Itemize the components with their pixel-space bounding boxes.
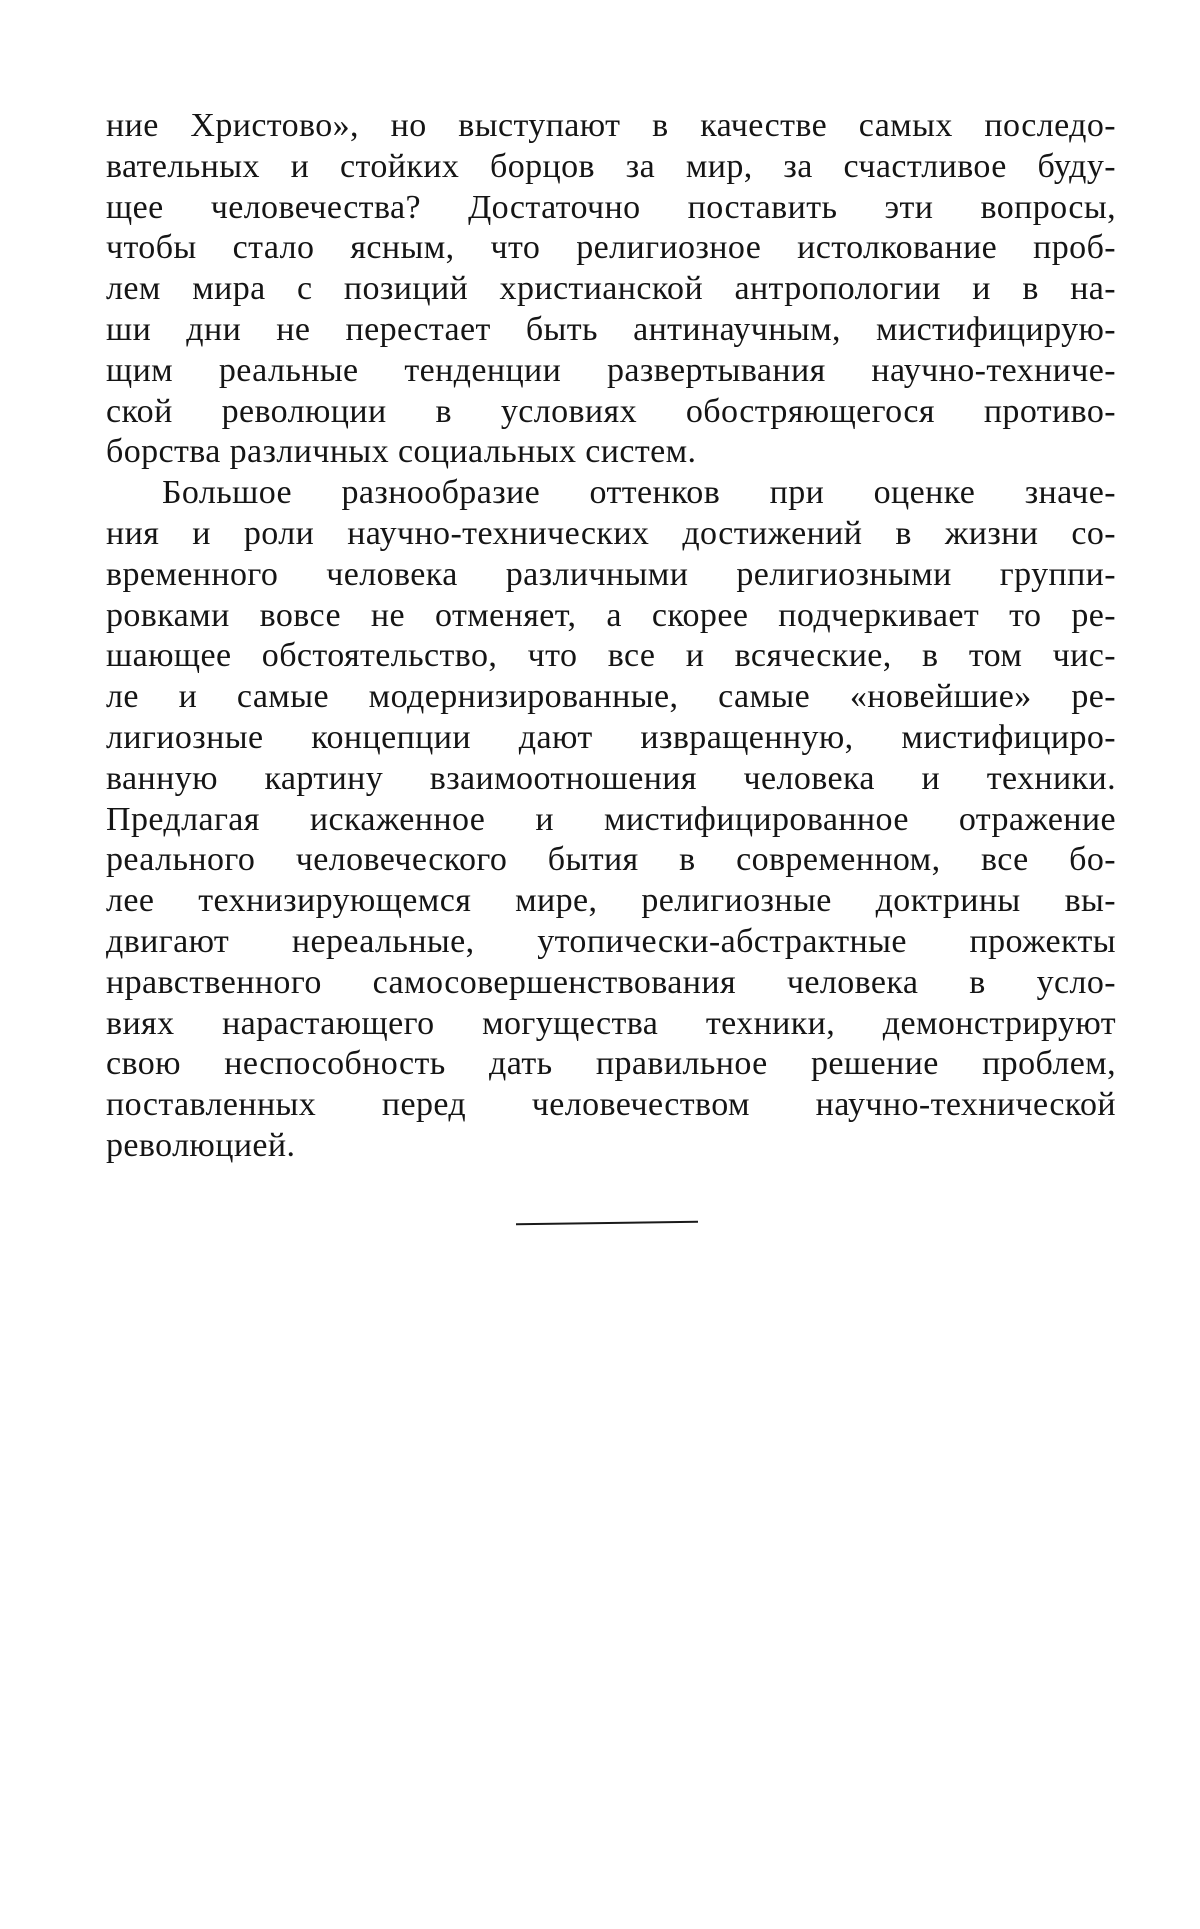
text-line: лее технизирующемся мире, религиозные доктрины вы- <box>106 882 1116 920</box>
text-line: щим реальные тенденции развертывания научно-техниче- <box>106 351 1116 389</box>
text-line: ле и самые модернизированные, самые «новейшие» ре- <box>106 678 1116 716</box>
text-line: борства различных социальных систем. <box>106 433 697 471</box>
body-text <box>106 106 1116 1167</box>
text-line: революцией. <box>106 1126 296 1164</box>
text-line: нравственного самосовершенствования человека в усло- <box>106 963 1116 1001</box>
text-line: поставленных перед человечеством научно-технической <box>106 1086 1116 1124</box>
text-line: ровками вовсе не отменяет, а скорее подчеркивает то ре- <box>106 596 1116 634</box>
text-line: вательных и стойких борцов за мир, за счастливое буду- <box>106 147 1116 185</box>
text-line: Предлагая искаженное и мистифицированное отражение <box>106 800 1116 838</box>
text-line: реального человеческого бытия в современном, все бо- <box>106 841 1116 879</box>
text-line: ние Христово», но выступают в качестве самых последо- <box>106 107 1116 144</box>
section-end-rule <box>516 1221 698 1226</box>
text-line: виях нарастающего могущества техники, демонстрируют <box>106 1004 1116 1042</box>
text-line: ванную картину взаимоотношения человека и техники. <box>106 759 1116 797</box>
text-line: временного человека различными религиозными группи- <box>106 555 1116 593</box>
text-line: ния и роли научно-технических достижений в жизни со- <box>106 514 1116 552</box>
text-line: ши дни не перестает быть антинаучным, мистифицирую- <box>106 310 1116 348</box>
text-line: ской революции в условиях обостряющегося противо- <box>106 392 1116 430</box>
text-line: Большое разнообразие оттенков при оценке значе- <box>162 474 1116 512</box>
text-line: щее человечества? Достаточно поставить эти вопросы, <box>106 188 1116 226</box>
text-line: двигают нереальные, утопически-абстрактные прожекты <box>106 922 1116 960</box>
text-line: лем мира с позиций христианской антропологии и в на- <box>106 270 1116 308</box>
paragraph-2 <box>106 473 1116 1167</box>
text-line: лигиозные концепции дают извращенную, мистифициро- <box>106 718 1116 756</box>
text-line: чтобы стало ясным, что религиозное истолкование проб- <box>106 229 1116 267</box>
text-line: шающее обстоятельство, что все и всяческие, в том чис- <box>106 637 1116 675</box>
text-line: свою неспособность дать правильное решение проблем, <box>106 1045 1116 1083</box>
paragraph-1 <box>106 106 1116 473</box>
